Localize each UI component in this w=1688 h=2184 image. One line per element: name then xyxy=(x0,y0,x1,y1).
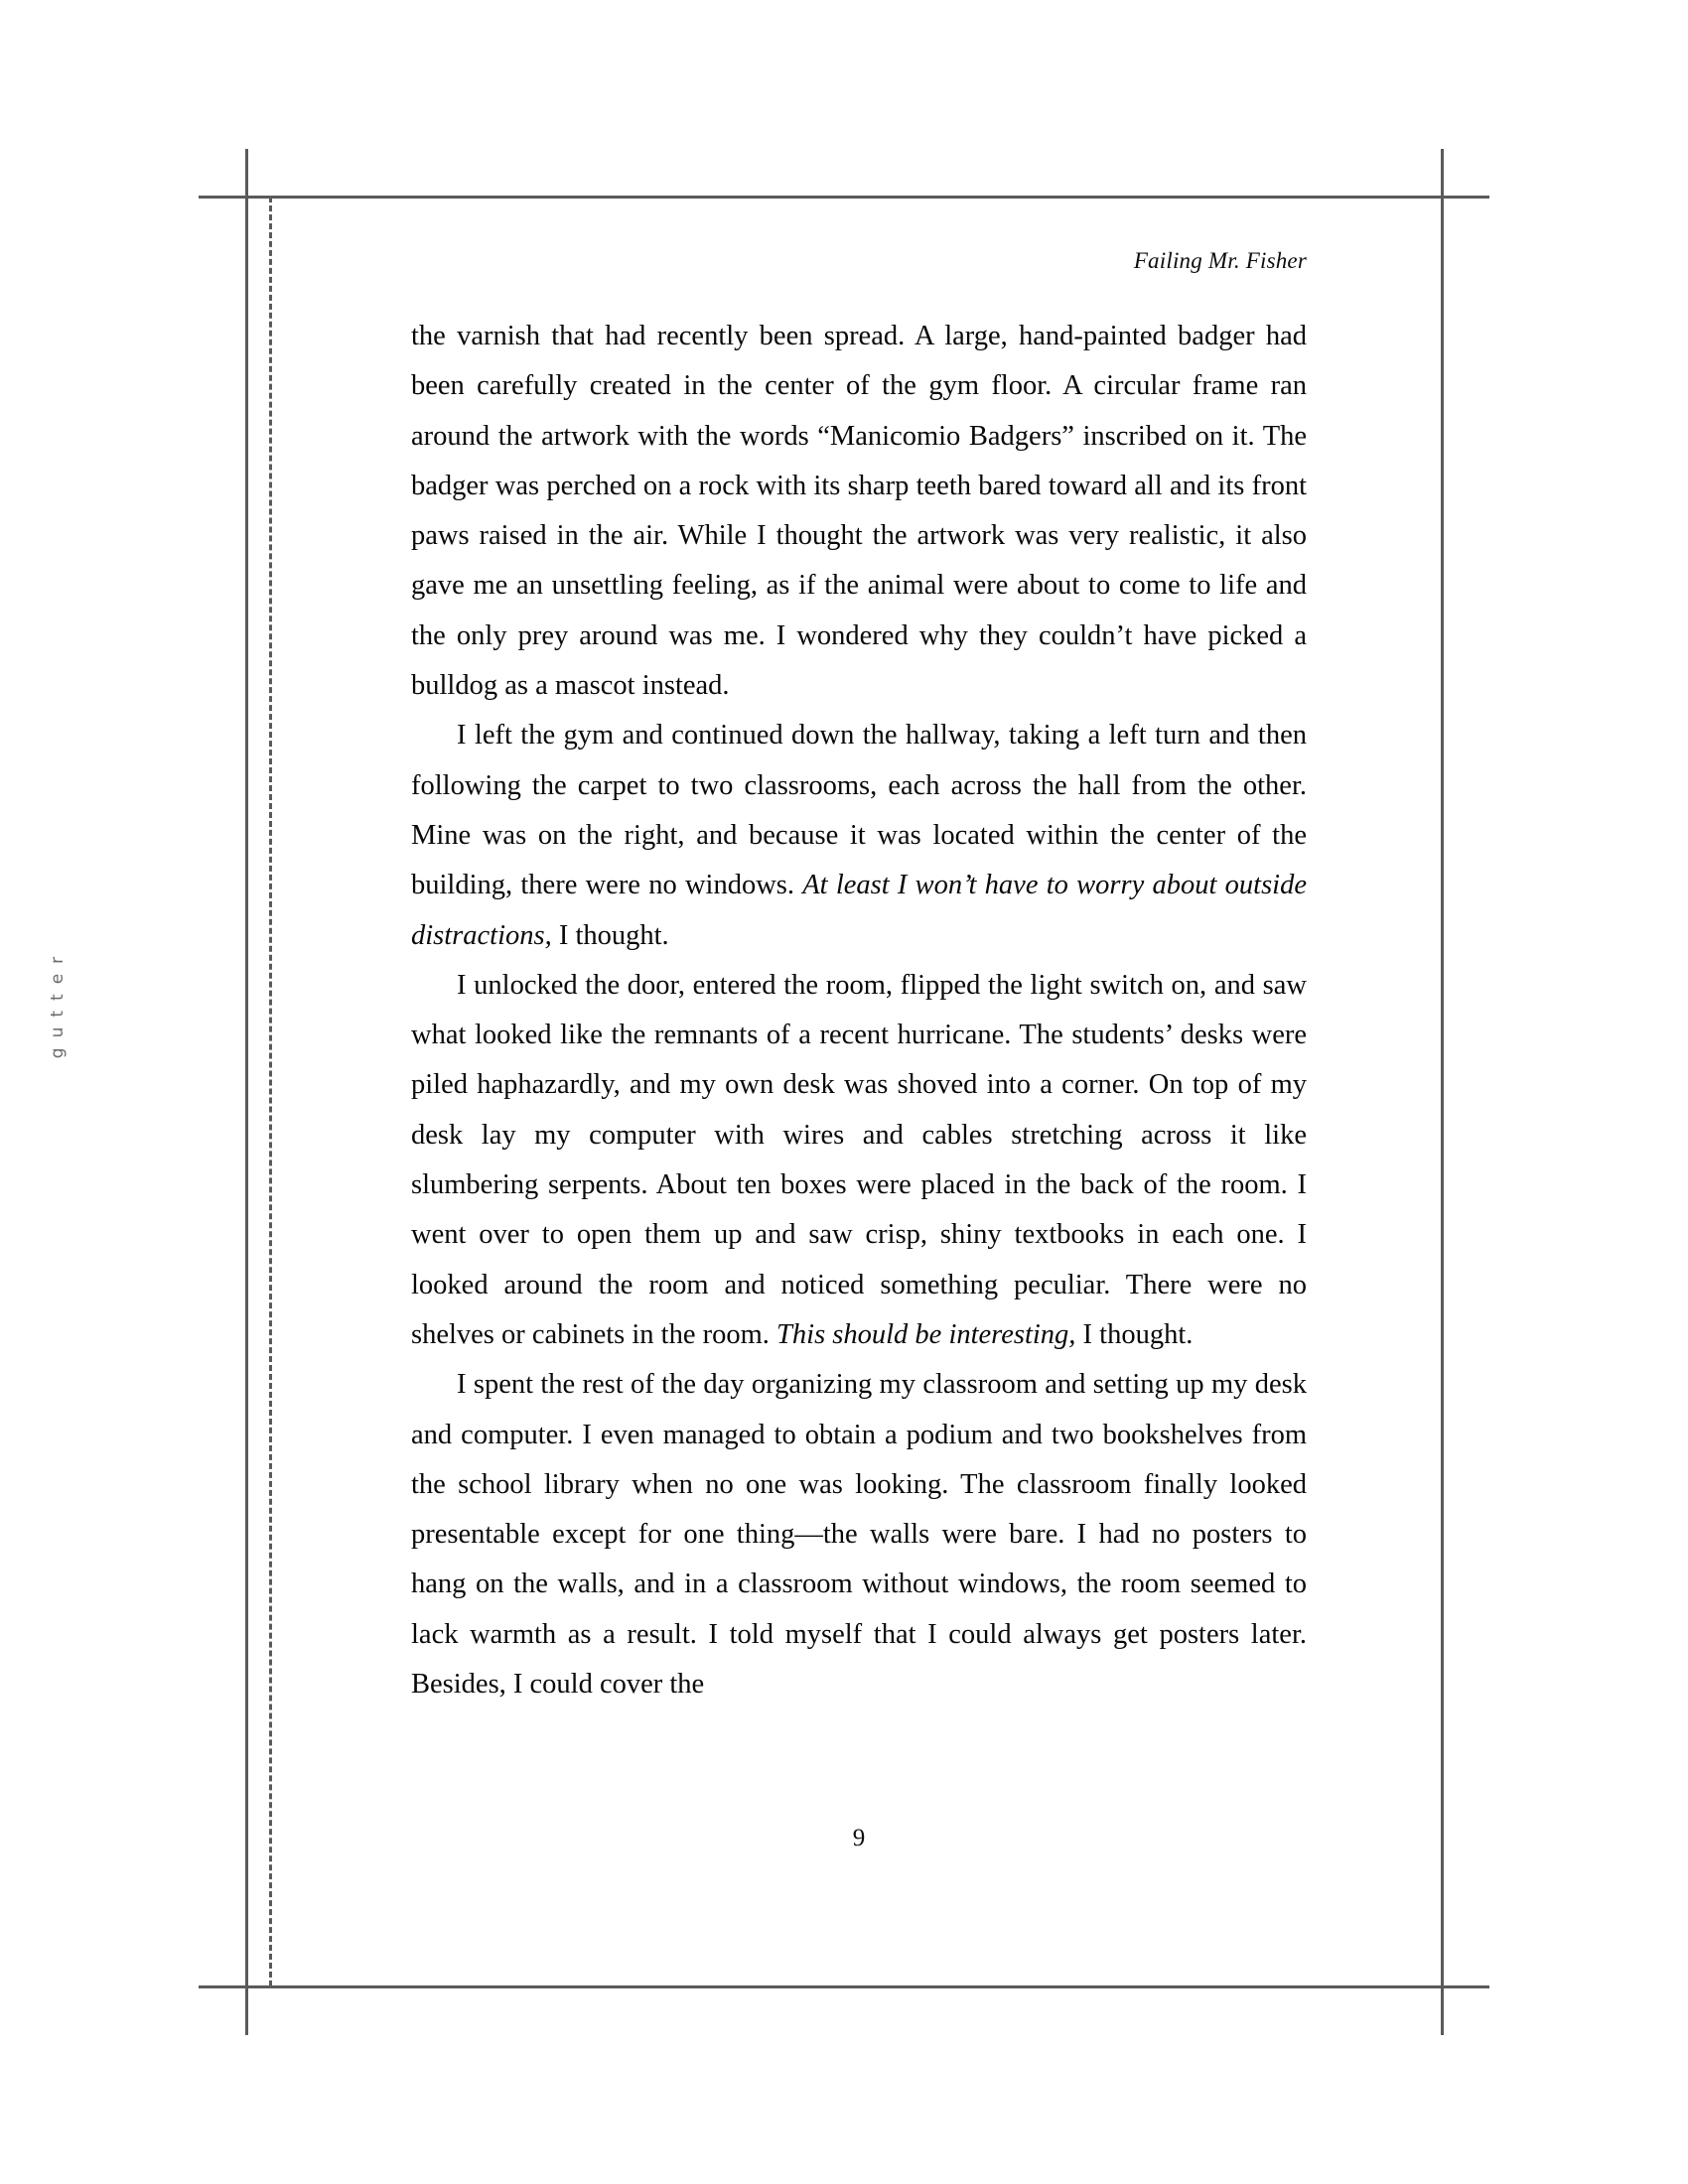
gutter-guide-line xyxy=(269,197,272,1986)
text-run: I thought. xyxy=(1075,1318,1194,1350)
page-number: 9 xyxy=(852,1825,866,1851)
trim-mark-top xyxy=(199,196,1489,199)
trim-mark-left xyxy=(245,149,248,2035)
running-head: Failing Mr. Fisher xyxy=(1133,248,1307,273)
paragraph xyxy=(411,961,1307,1360)
paragraph xyxy=(411,1360,1307,1709)
text-run: I left the gym and continued down the hallway, taking a left turn and then following the carpet to two classrooms, each across the hall from the other. Mine was on the right, and because it was located within the center of the building, there were no windows. xyxy=(411,720,1307,901)
text-run: I spent the rest of the day organizing my classroom and setting up my desk and computer. I even managed to obtain a podium and two bookshelves from the school library when no one was looking. The classroom finally looked presentable except for one thing—the walls were bare. I had no posters to hang on the walls, and in a classroom without windows, the room seemed to lack warmth as a result. I told myself that I could always get posters later. Besides, I could cover the xyxy=(411,1369,1307,1701)
paragraph xyxy=(411,312,1307,711)
trim-mark-right xyxy=(1441,149,1444,2035)
paragraph xyxy=(411,711,1307,960)
text-run: I thought. xyxy=(551,919,669,951)
text-run: the varnish that had recently been spread. A large, hand-painted badger had been carefully created in the center of the gym floor. A circular frame ran around the artwork with the words “Manicomio Badgers” inscribed on it. The badger was perched on a rock with its sharp teeth bared toward all and its front paws raised in the air. While I thought the artwork was very realistic, it also gave me an unsettling feeling, as if the animal were about to come to life and the only prey around was me. I wondered why they couldn’t have picked a bulldog as a mascot instead. xyxy=(411,321,1307,702)
trim-mark-bottom xyxy=(199,1985,1489,1988)
gutter-label: gutter xyxy=(48,946,68,1059)
italic-thought-run: At least I won’t have to worry about outside distractions, xyxy=(411,870,1307,951)
text-run: I unlocked the door, entered the room, flipped the light switch on, and saw what looked like the remnants of a recent hurricane. The students’ desks were piled haphazardly, and my own desk was shoved into a corner. On top of my desk lay my computer with wires and cables stretching across it like slumbering serpents. About ten boxes were placed in the back of the room. I went over to open them up and saw crisp, shiny textbooks in each one. I looked around the room and noticed something peculiar. There were no shelves or cabinets in the room. xyxy=(411,969,1307,1350)
body-copy xyxy=(411,312,1307,1709)
text-block xyxy=(411,248,1307,1709)
italic-thought-run: This should be interesting, xyxy=(776,1318,1076,1350)
